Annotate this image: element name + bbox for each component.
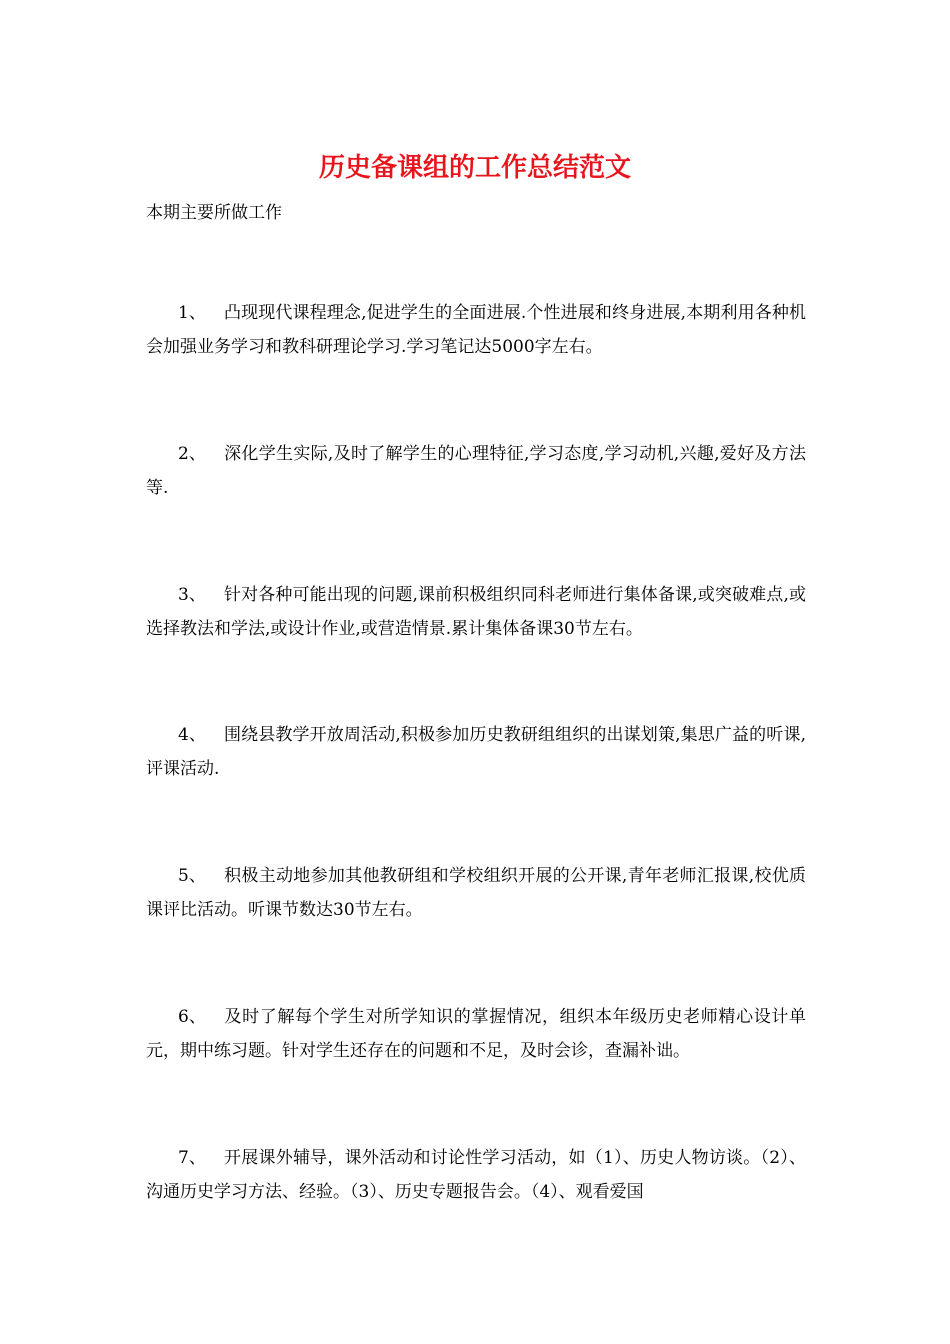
section-heading: 本期主要所做工作 xyxy=(146,203,282,223)
item-text: 凸现现代课程理念,促进学生的全面进展.个性进展和终身进展,本期利用各种机会加强业务学习和教科研理论学习.学习笔记达5000字左右。 xyxy=(146,303,806,357)
item-number: 4、 xyxy=(178,725,206,745)
item-text: 深化学生实际,及时了解学生的心理特征,学习态度,学习动机,兴趣,爱好及方法等. xyxy=(146,444,806,498)
list-item xyxy=(146,859,806,927)
item-number: 3、 xyxy=(178,585,206,605)
list-item xyxy=(146,1000,806,1068)
item-number: 7、 xyxy=(178,1148,206,1168)
list-item xyxy=(146,296,806,364)
item-number: 1、 xyxy=(178,303,206,323)
item-text: 及时了解每个学生对所学知识的掌握情况，组织本年级历史老师精心设计单元，期中练习题。针对学生还存在的问题和不足，及时会诊，查漏补诎。 xyxy=(146,1007,806,1061)
list-item xyxy=(146,437,806,505)
item-text: 针对各种可能出现的问题,课前积极组织同科老师进行集体备课,或突破难点,或选择教法和学法,或设计作业,或营造情景.累计集体备课30节左右。 xyxy=(146,585,806,639)
list-item xyxy=(146,718,806,786)
item-number: 2、 xyxy=(178,444,206,464)
document-title: 历史备课组的工作总结范文 xyxy=(318,153,631,183)
list-item xyxy=(146,1141,806,1209)
list-item xyxy=(146,578,806,646)
item-number: 6、 xyxy=(178,1007,206,1027)
item-text: 积极主动地参加其他教研组和学校组织开展的公开课,青年老师汇报课,校优质课评比活动。听课节数达30节左右。 xyxy=(146,866,806,920)
item-text: 围绕县教学开放周活动,积极参加历史教研组组织的出谋划策,集思广益的听课,评课活动. xyxy=(146,725,806,779)
item-number: 5、 xyxy=(178,866,206,886)
item-text: 开展课外辅导，课外活动和讨论性学习活动，如（1）、历史人物访谈。（2）、沟通历史学习方法、经验。（3）、历史专题报告会。（4）、观看爱国 xyxy=(146,1148,806,1202)
